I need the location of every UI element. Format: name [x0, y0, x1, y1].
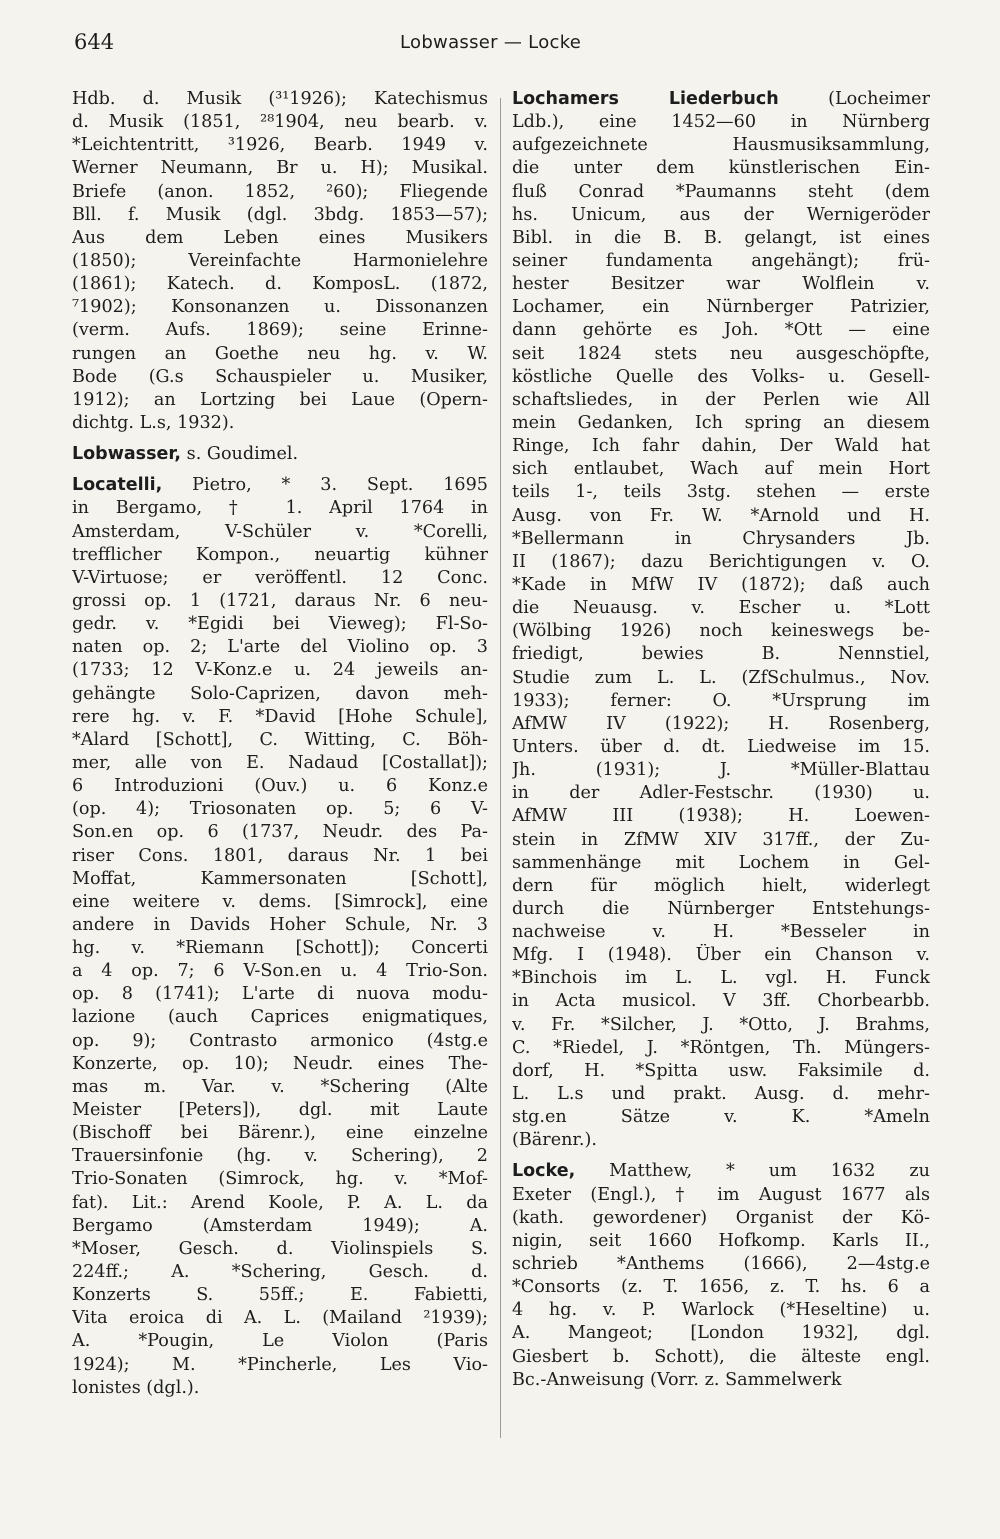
text-line: (verm. Aufs. 1869); seine Erinne- — [72, 320, 488, 341]
text-line: Ldb.), eine 1452—60 in Nürnberg — [512, 112, 930, 133]
text-line: Studie zum L. L. (ZfSchulmus., Nov. — [512, 667, 930, 688]
text-line: Aus dem Leben eines Musikers — [72, 227, 488, 248]
text-line: hs. Unicum, aus der Wernigeröder — [512, 204, 930, 225]
text-line: hester Besitzer war Wolflein v. — [512, 274, 930, 295]
text-line: gehängte Solo-Caprizen, davon meh- — [72, 683, 488, 704]
text-line: (Bischoff bei Bärenr.), eine einzelne — [72, 1123, 488, 1144]
text-line: aufgezeichnete Hausmusiksammlung, — [512, 135, 930, 156]
text-line: Konzerts S. 55ff.; E. Fabietti, — [72, 1285, 488, 1306]
paragraph-gap — [72, 435, 488, 443]
text-line: fluß Conrad *Paumanns steht (dem — [512, 181, 930, 202]
text-line: Lochamer, ein Nürnberger Patrizier, — [512, 297, 930, 318]
text-line: nigin, seit 1660 Hofkomp. Karls II., — [512, 1230, 930, 1251]
text-line: V-Virtuose; er veröffentl. 12 Conc. — [72, 567, 488, 588]
text-line: II (1867); dazu Berichtigungen v. O. — [512, 551, 930, 572]
text-line: Lochamers Liederbuch (Locheimer — [512, 89, 930, 109]
text-line: ⁷1902); Konsonanzen u. Dissonanzen — [72, 297, 488, 318]
text-line: Ringe, Ich fahr dahin, Der Wald hat — [512, 436, 930, 457]
text-line: (1861); Katech. d. KomposL. (1872, — [72, 274, 488, 295]
entry-headword: Lochamers Liederbuch — [512, 89, 779, 109]
text-line: Locatelli, Pietro, * 3. Sept. 1695 — [72, 475, 488, 496]
text-line: *Bellermann in Chrysanders Jb. — [512, 528, 930, 549]
text-line: Konzerte, op. 10); Neudr. eines The- — [72, 1053, 488, 1074]
text-line: Werner Neumann, Br u. H); Musikal. — [72, 158, 488, 179]
text-line: in der Adler-Festschr. (1930) u. — [512, 783, 930, 804]
text-line: AfMW III (1938); H. Loewen- — [512, 806, 930, 827]
text-line: (Bärenr.). — [512, 1130, 597, 1151]
column-divider — [500, 98, 501, 1438]
text-line: Trio-Sonaten (Simrock, hg. v. *Mof- — [72, 1169, 488, 1190]
text-line: hg. v. *Riemann [Schott]); Concerti — [72, 938, 488, 959]
entry-headword: Lobwasser, — [72, 444, 182, 465]
text-line: 1924); M. *Pincherle, Les Vio- — [72, 1354, 488, 1375]
text-line: in Acta musicol. V 3ff. Chorbearbb. — [512, 991, 930, 1012]
right-column — [512, 88, 930, 1488]
text-line: Meister [Peters]), dgl. mit Laute — [72, 1100, 488, 1121]
text-line: Locke, Matthew, * um 1632 zu — [512, 1161, 930, 1182]
text-line: fat). Lit.: Arend Koole, P. A. L. da — [72, 1192, 488, 1213]
page-header — [0, 30, 1000, 64]
text-line: Unters. über d. dt. Liedweise im 15. — [512, 736, 930, 757]
text-line: andere in Davids Hoher Schule, Nr. 3 — [72, 914, 488, 935]
text-line: A. Mangeot; [London 1932], dgl. — [512, 1323, 930, 1344]
text-line: Vita eroica di A. L. (Mailand ²1939); — [72, 1308, 488, 1329]
text-line: (1850); Vereinfachte Harmonielehre — [72, 250, 488, 271]
text-line: mer, alle von E. Nadaud [Costallat]); — [72, 752, 488, 773]
text-line: d. Musik (1851, ²⁸1904, neu bearb. v. — [72, 112, 488, 133]
text-line: die unter dem künstlerischen Ein- — [512, 158, 930, 179]
text-line: in Bergamo, † 1. April 1764 in — [72, 498, 488, 519]
text-line: (Wölbing 1926) noch keineswegs be- — [512, 621, 930, 642]
text-line: durch die Nürnberger Entstehungs- — [512, 898, 930, 919]
text-line: Giesbert b. Schott), die älteste engl. — [512, 1346, 930, 1367]
running-title: Lobwasser — Locke — [400, 32, 582, 53]
text-line: Mfg. I (1948). Über ein Chanson v. — [512, 945, 930, 966]
entry-headword: Locke, — [512, 1161, 576, 1182]
text-line: C. *Riedel, J. *Röntgen, Th. Müngers- — [512, 1037, 930, 1058]
text-line: 6 Introduzioni (Ouv.) u. 6 Konz.e — [72, 776, 488, 797]
text-line: (op. 4); Triosonaten op. 5; 6 V- — [72, 799, 488, 820]
paragraph-gap — [72, 466, 488, 474]
text-line: seit 1824 stets neu ausgeschöpfte, — [512, 343, 930, 364]
text-line: sammenhänge mit Lochem in Gel- — [512, 852, 930, 873]
text-line: teils 1-, teils 3stg. stehen — erste — [512, 482, 930, 503]
text-line: Hdb. d. Musik (³¹1926); Katechismus — [72, 89, 488, 109]
text-line: seiner fundamenta angehängt); frü- — [512, 250, 930, 271]
text-line: 1933); ferner: O. *Ursprung im — [512, 690, 930, 711]
text-line: Bode (G.s Schauspieler u. Musiker, — [72, 366, 488, 387]
entry-headword: Locatelli, — [72, 475, 163, 496]
text-line: *Alard [Schott], C. Witting, C. Böh- — [72, 729, 488, 750]
text-line: (1733; 12 V-Konz.e u. 24 jeweils an- — [72, 660, 488, 681]
text-line: Bibl. in die B. B. gelangt, ist eines — [512, 227, 930, 248]
text-line: gedr. v. *Egidi bei Vieweg); Fl-So- — [72, 614, 488, 635]
page-number: 644 — [74, 30, 115, 54]
text-line: mas m. Var. v. *Schering (Alte — [72, 1076, 488, 1097]
text-line: stein in ZfMW XIV 317ff., der Zu- — [512, 829, 930, 850]
text-line: Briefe (anon. 1852, ²60); Fliegende — [72, 181, 488, 202]
text-line: Trauersinfonie (hg. v. Schering), 2 — [72, 1146, 488, 1167]
text-line: trefflicher Kompon., neuartig kühner — [72, 544, 488, 565]
text-line: 224ff.; A. *Schering, Gesch. d. — [72, 1262, 488, 1283]
text-line: Bll. f. Musik (dgl. 3bdg. 1853—57); — [72, 204, 488, 225]
text-line: naten op. 2; L'arte del Violino op. 3 — [72, 637, 488, 658]
left-column — [72, 88, 488, 1488]
text-line: *Binchois im L. L. vgl. H. Funck — [512, 968, 930, 989]
text-line: *Moser, Gesch. d. Violinspiels S. — [72, 1238, 488, 1259]
text-line: Jh. (1931); J. *Müller-Blattau — [512, 760, 930, 781]
text-line: Amsterdam, V-Schüler v. *Corelli, — [72, 521, 488, 542]
text-line: lonistes (dgl.). — [72, 1377, 200, 1398]
text-line: v. Fr. *Silcher, J. *Otto, J. Brahms, — [512, 1014, 930, 1035]
text-line: riser Cons. 1801, daraus Nr. 1 bei — [72, 845, 488, 866]
text-line: op. 9); Contrasto armonico (4stg.e — [72, 1030, 488, 1051]
text-line: dichtg. L.s, 1932). — [72, 412, 235, 433]
text-line: dorf, H. *Spitta usw. Faksimile d. — [512, 1060, 930, 1081]
text-line: Bergamo (Amsterdam 1949); A. — [72, 1215, 488, 1236]
text-line: op. 8 (1741); L'arte di nuova modu- — [72, 984, 488, 1005]
text-line: dern für möglich hielt, widerlegt — [512, 875, 930, 896]
text-line: Ausg. von Fr. W. *Arnold und H. — [512, 505, 930, 526]
text-line: Son.en op. 6 (1737, Neudr. des Pa- — [72, 822, 488, 843]
text-line: Exeter (Engl.), † im August 1677 als — [512, 1184, 930, 1205]
text-line: (kath. gewordener) Organist der Kö- — [512, 1207, 930, 1228]
text-line: 4 hg. v. P. Warlock (*Heseltine) u. — [512, 1300, 930, 1321]
text-line: eine weitere v. dems. [Simrock], eine — [72, 891, 488, 912]
text-line: *Kade in MfW IV (1872); daß auch — [512, 574, 930, 595]
text-line: Lobwasser, s. Goudimel. — [72, 444, 299, 465]
text-line: a 4 op. 7; 6 V-Son.en u. 4 Trio-Son. — [72, 961, 488, 982]
text-line: lazione (auch Caprices enigmatiques, — [72, 1007, 488, 1028]
text-line: stg.en Sätze v. K. *Ameln — [512, 1107, 930, 1128]
text-line: A. *Pougin, Le Violon (Paris — [72, 1331, 488, 1352]
text-line: friedigt, bewies B. Nennstiel, — [512, 644, 930, 665]
paragraph-gap — [512, 1152, 930, 1160]
text-line: Moffat, Kammersonaten [Schott], — [72, 868, 488, 889]
text-line: nachweise v. H. *Besseler in — [512, 922, 930, 943]
text-line: 1912); an Lortzing bei Laue (Opern- — [72, 389, 488, 410]
text-line: köstliche Quelle des Volks- u. Gesell- — [512, 366, 930, 387]
text-line: sich entlaubet, Wach auf mein Hort — [512, 459, 930, 480]
text-line: rere hg. v. F. *David [Hohe Schule], — [72, 706, 488, 727]
text-line: rungen an Goethe neu hg. v. W. — [72, 343, 488, 364]
text-line: *Leichtentritt, ³1926, Bearb. 1949 v. — [72, 135, 488, 156]
text-line: die Neuausg. v. Escher u. *Lott — [512, 598, 930, 619]
text-line: dann gehörte es Joh. *Ott — eine — [512, 320, 930, 341]
text-line: Bc.-Anweisung (Vorr. z. Sammelwerk — [512, 1369, 842, 1390]
text-line: L. L.s und prakt. Ausg. d. mehr- — [512, 1084, 930, 1105]
text-line: schrieb *Anthems (1666), 2—4stg.e — [512, 1254, 930, 1275]
text-line: grossi op. 1 (1721, daraus Nr. 6 neu- — [72, 590, 488, 611]
text-line: AfMW IV (1922); H. Rosenberg, — [512, 713, 930, 734]
text-line: *Consorts (z. T. 1656, z. T. hs. 6 a — [512, 1277, 930, 1298]
text-line: mein Gedanken, Ich spring an diesem — [512, 412, 930, 433]
text-line: schaftsliedes, in der Perlen wie All — [512, 389, 930, 410]
